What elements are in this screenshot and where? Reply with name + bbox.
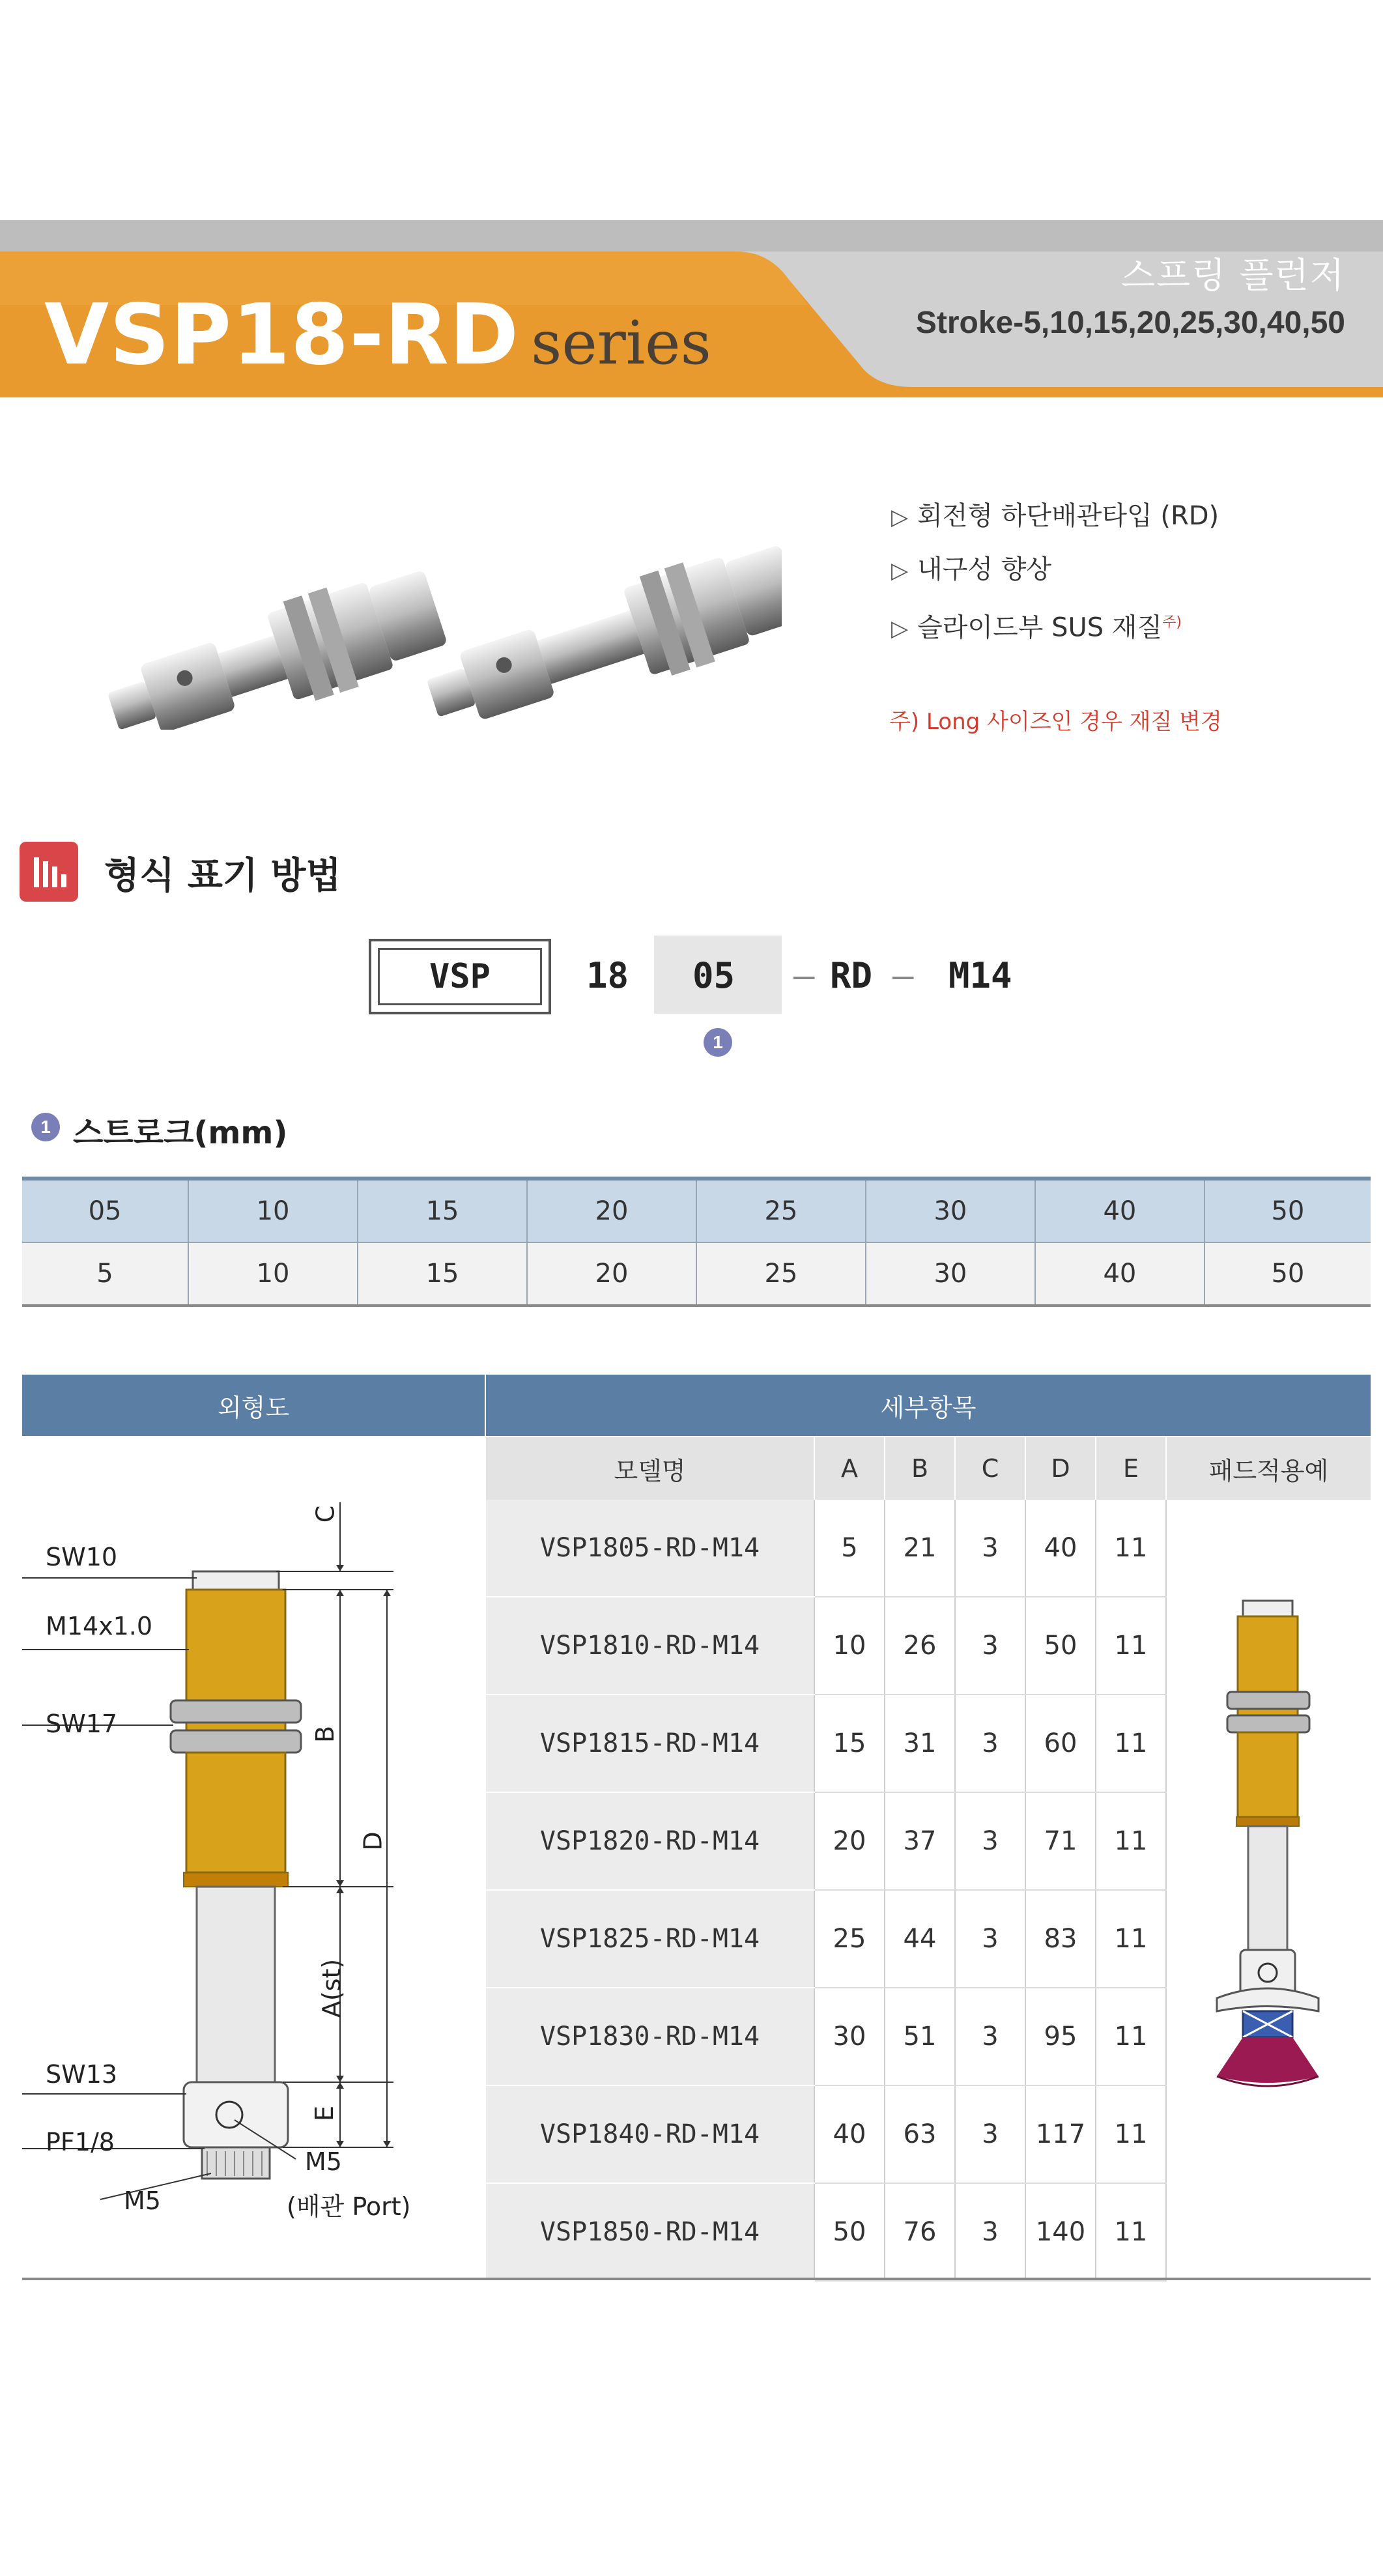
feature-item: ▷ 슬라이드부 SUS 재질$^{주)}$ [891,612,1182,643]
stroke-value-cell: 20 [527,1242,696,1306]
dim-d-cell: 140 [1025,2183,1096,2281]
bar-chart-icon [20,842,78,902]
number-badge: 1 [31,1113,60,1141]
feature-item: ▷ 회전형 하단배관타입 (RD) [891,501,1219,531]
stroke-code-row [22,1179,1371,1242]
stroke-table [22,1177,1371,1307]
triangle-bullet-icon: ▷ [891,616,909,642]
dim-b-cell: 63 [885,2085,955,2183]
dim-b-cell: 76 [885,2183,955,2281]
column-header: 패드적용예 [1166,1437,1371,1500]
model-prefix: VSP [378,948,542,1005]
stroke-code-cell: 10 [188,1179,358,1242]
number-badge: 1 [704,1028,732,1057]
dim-d-label: D [358,1831,388,1851]
model-cell: VSP1830-RD-M14 [486,1988,814,2085]
product-photo [78,495,782,730]
dim-a-cell: 50 [814,2183,885,2281]
model-dash: – [892,955,914,996]
model-cell: VSP1840-RD-M14 [486,2085,814,2183]
pad-example-cell [1166,1500,1371,2281]
stroke-value-cell: 15 [358,1242,527,1306]
dim-d-cell: 95 [1025,1988,1096,2085]
dim-a-cell: 10 [814,1597,885,1695]
stroke-code-cell: 50 [1205,1179,1371,1242]
pad-example-illustration [1204,1594,1334,2181]
stroke-list: Stroke-5,10,15,20,25,30,40,50 [915,306,1345,340]
model-type: RD [830,955,873,996]
model-stroke: 05 [692,955,735,996]
dim-c-cell: 3 [955,2183,1025,2281]
dim-d-cell: 71 [1025,1792,1096,1890]
column-header: B [885,1437,955,1500]
column-header: D [1025,1437,1096,1500]
sw10-label: SW10 [46,1543,118,1571]
series-suffix: series [531,308,711,378]
model-cell: VSP1810-RD-M14 [486,1597,814,1695]
dim-a-cell: 15 [814,1695,885,1792]
stroke-value-cell: 50 [1205,1242,1371,1306]
section-title: 형식 표기 방법 [104,855,341,897]
dim-c-cell: 3 [955,1597,1025,1695]
dim-a-cell: 20 [814,1792,885,1890]
table-bottom-rule [22,2278,1371,2280]
dim-d-cell: 60 [1025,1695,1096,1792]
drawing-header: 외형도 [22,1375,485,1436]
dim-b-cell: 26 [885,1597,955,1695]
dim-a-cell: 5 [814,1500,885,1597]
dim-b-cell: 31 [885,1695,955,1792]
detail-header: 세부항목 [486,1375,1371,1436]
column-header: 모델명 [486,1437,814,1500]
model-dash: – [793,955,815,996]
dim-b-cell: 37 [885,1792,955,1890]
detail-header-row [486,1437,1371,1500]
stroke-code-cell: 20 [527,1179,696,1242]
stroke-value-cell: 25 [696,1242,866,1306]
model-prefix-box [369,939,551,1014]
product-subtitle: 스프링 플런저 [1120,255,1345,296]
dim-a-cell: 25 [814,1890,885,1988]
dim-b-cell: 21 [885,1500,955,1597]
column-header: A [814,1437,885,1500]
model-size: 18 [586,955,629,996]
model-cell: VSP1850-RD-M14 [486,2183,814,2281]
m5-port-label: M5 [305,2147,342,2176]
detail-table [486,1437,1371,2282]
model-cell: VSP1805-RD-M14 [486,1500,814,1597]
footnote-mark: 주) [1162,614,1182,631]
stroke-value-cell: 10 [188,1242,358,1306]
dim-e-cell: 11 [1096,2085,1166,2183]
dim-c-cell: 3 [955,1695,1025,1792]
feature-item: ▷ 내구성 향상 [891,554,1052,584]
stroke-code-cell: 25 [696,1179,866,1242]
stroke-code-cell: 40 [1035,1179,1205,1242]
dim-a-label: A(st) [317,1958,347,2018]
model-cell: VSP1820-RD-M14 [486,1792,814,1890]
sw13-label: SW13 [46,2060,118,2089]
stroke-value-cell: 5 [22,1242,188,1306]
dim-e-cell: 11 [1096,1792,1166,1890]
dim-c-cell: 3 [955,1890,1025,1988]
dim-c-cell: 3 [955,1500,1025,1597]
material-note: 주) Long 사이즈인 경우 재질 변경 [889,709,1222,735]
dim-a-cell: 40 [814,2085,885,2183]
column-header: C [955,1437,1025,1500]
table-row [486,1500,1371,1597]
feature-list [891,490,1219,655]
dim-e-cell: 11 [1096,1988,1166,2085]
dim-b-label: B [311,1725,340,1743]
stroke-code-cell: 15 [358,1179,527,1242]
dim-e-cell: 11 [1096,1890,1166,1988]
series-title [44,283,711,388]
model-thread: M14 [948,955,1012,996]
dim-e-cell: 11 [1096,2183,1166,2281]
port-label: (배관 Port) [287,2192,411,2221]
series-main: VSP18-RD [44,287,520,384]
model-cell: VSP1825-RD-M14 [486,1890,814,1988]
dim-d-cell: 40 [1025,1500,1096,1597]
stroke-table-title: 스트로크(mm) [73,1115,288,1151]
dim-e-cell: 11 [1096,1500,1166,1597]
dim-e-label: E [310,2105,339,2122]
dim-d-cell: 83 [1025,1890,1096,1988]
dim-e-cell: 11 [1096,1597,1166,1695]
dim-e-cell: 11 [1096,1695,1166,1792]
dim-c-label: C [311,1505,340,1523]
sw17-label: SW17 [46,1710,118,1738]
thread-label: M14x1.0 [46,1612,153,1640]
stroke-code-cell: 30 [866,1179,1035,1242]
dim-d-cell: 117 [1025,2085,1096,2183]
dim-b-cell: 44 [885,1890,955,1988]
dim-b-cell: 51 [885,1988,955,2085]
triangle-bullet-icon: ▷ [891,558,909,584]
dim-d-cell: 50 [1025,1597,1096,1695]
stroke-code-cell: 05 [22,1179,188,1242]
stroke-value-cell: 40 [1035,1242,1205,1306]
dim-c-cell: 3 [955,1792,1025,1890]
m5-label: M5 [124,2186,161,2215]
triangle-bullet-icon: ▷ [891,504,909,530]
dim-c-cell: 3 [955,2085,1025,2183]
model-cell: VSP1815-RD-M14 [486,1695,814,1792]
dim-a-cell: 30 [814,1988,885,2085]
dim-c-cell: 3 [955,1988,1025,2085]
pf-label: PF1/8 [46,2128,115,2156]
column-header: E [1096,1437,1166,1500]
stroke-value-row [22,1242,1371,1306]
stroke-value-cell: 30 [866,1242,1035,1306]
